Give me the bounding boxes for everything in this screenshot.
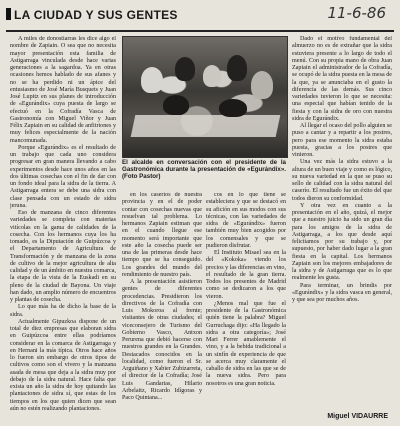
paragraph: Eso de manzana de cinco diferentes variedades se completa con materias vitícolas en la gama de calidades de la cosecha. Con los hermanos cuya los ha tomado, es la Diputación de Guipúzcoa y el Departamento de Agricultura de Transformación y de manzana de la zona de cultivo de la mejor agricultura de alta calidad y de un ámbito en nuestra comarca, la etapa de la vista de la Euskadi en su pleno de la ciudad de Bayona. Un viaje han dado, un amplio número de encuentros y plantas de cosecha. — [10, 210, 116, 303]
photo-figure — [219, 99, 247, 117]
photo-figure — [163, 95, 189, 115]
paragraph: Actualmente Gipuzkoa dispone de un total de diez empresas que elaboran sidra en Guipúzcoa entre ellas podríamos considerar en la comarca de Astigarraga y en Hernani la más típica. Otros hace años lo fueron sin embargo de otros tipos de cultivos como son el vivero y la manzana asada de mesa que deja a la sidra muy por debajo de la sidra natural. Hace falta que exista un año la sidra de hoy quitando las plantaciones de sidra sí, que estas de los tiempos en los que quien dicen que sean aún no estén realizando plantaciones. — [10, 318, 116, 412]
paragraph: El Instituto Misael sea en la del «Kokoka» viendo los precios y las diferencias en vino, el resultado de la gran tierra. Todos los presentes de Madrid como se dedicaron a los que vieron. — [206, 250, 286, 300]
photo-figure — [227, 55, 247, 81]
article-column-1 — [10, 36, 116, 416]
photo-table-shape — [131, 115, 281, 137]
paragraph: ¿Menos mal que fue el presidente de la Gastronómica quién tiene la palabra? Miguel Gurruchaga dijo: «Ha llegado la sidra a otra categoría»; José Mari Ferrer amablemente el vino, y a la bebida tradicional a un sinfín de experiencia de que se acerca muy claramente el caballo de sidra en las que se de la nueva sidra. Pero para nosotros es una gran noticia. — [206, 300, 286, 387]
article-column-4 — [292, 36, 392, 414]
article-column-2 — [122, 192, 202, 414]
photo-caption: El alcalde en conversación con el presidente de la Gastronómica durante la presentación de «Egurándix». (Foto Pastor) — [122, 159, 286, 181]
page-header — [6, 6, 394, 32]
photo-figure — [203, 65, 221, 87]
handwritten-date: 11-6-86 — [327, 4, 386, 22]
section-marker-icon — [6, 8, 11, 20]
section-title — [6, 8, 178, 22]
paragraph: Y otra vez en cuanto a la presentación en el año, quizá, el mejor que a nuestro juicio ha sido un gran día para los amigos de la sidra de Astigarraga, a los que desde aquí felicitamos por su trabajo y, por supuesto, por haber dado lugar a la gran fiesta en la capital. Los hermanos Zapiain son los mejores embajadores de la sidra y de Astigarraga que es lo que realmente les gusta. — [292, 202, 392, 282]
paragraph: cos en lo que tiene se estableciera y que se destacó en su afición en sus modos con sus técnicas, con las variedades de sidra de «Egurándix» fueron también muy bien acogidos por los comensales y que se pudieron disfrutar. — [206, 192, 286, 249]
paragraph: Porque «Egurándix» es el resultado de un trabajo que cada uno considera progresar en gran manera llevando a cabo experimentos desde hace unos años en las dos últimas cosechas con el fin de dar con un fondo ideal para la sidra de la tierra. A Astigarraga entera se debe una sidra con clase pensada con un estado de sidra jeruna. — [10, 144, 116, 209]
paragraph: Una vez más la sidra estuvo a la altura de un buen viaje y como es lógico, su nueva variedad en la que se puso su sello de calidad con la sidra natural del caserío. El resultado fue un éxito del que todos dieron su conformidad. — [292, 159, 392, 202]
paragraph: en los caseríos de nuestra provincia y en el de poder contar con cosechas nuevas que resuelvan tal problema. Lo hermanos Zapiain estiman que en el cuando llegue ese momento será importante que este año la cosecha puede ser una de las primeras desde hace tiempo que se ha conseguido. Los grandes del mundo del rendimiento de nuestro país. — [122, 192, 202, 278]
photo-figure — [251, 71, 273, 99]
paragraph: Dado el motivo fundamental del almuerzo no es de extrañar que la sidra estuviera presente a lo largo de todo el menú. Con su propia mano de obra Juan Zapiain el administrador de la Cofradía, se ocupó de la sidra puesta en la mesa de la que, ya se anunciaba en el gusto la diferencia de las demás. Sus cinco variedades tuvieron lo que se necesita: una especial que habían tenido de la fiesta y con la sidra de oro con nuestra sidra de Egurándix. — [292, 36, 392, 122]
paragraph: A miles de donostiarras les dice algo el nombre de Zapiain. O sea que no necesita mayor presentación esta familia de Astigarraga vinculada desde hace varias generaciones a la sagardoa. Ya en otras ocasiones hemos hablado de sus afanes y no se ha perdido ni un ápice del entusiasmo de José María Busquets y Juan José Lupitz en sus planes de introducción de «Egurándix» cuya puesta de largo se efectuó en la Cofradía Vasca de Gastronomía con Miguel Viñor y Juan Félix Zapiain en su calidad de anfitriones y muy felices especialmente de la nación mancomunada. — [10, 36, 116, 144]
photo-figure — [175, 57, 195, 81]
news-photo — [122, 36, 288, 158]
section-title-text: LA CIUDAD Y SUS GENTES — [14, 8, 178, 22]
author-byline: Miguel VIDAURRE — [327, 413, 388, 420]
photo-figure — [141, 67, 163, 93]
paragraph: Lo que más ha de dicho la base de la sidra. — [10, 304, 116, 318]
paragraph: Para terminar, un brindis por «Egurándix» y la sidra vasca en general, y que sea por muchos años. — [292, 282, 392, 303]
article-column-3 — [206, 192, 286, 414]
paragraph: Al llegar el ocaso del pollo alguien se puso a cantar y a repartir a los postres, pero para ese momento la sidra estaba puesta, gracias a los postres que vinieron. — [292, 123, 392, 158]
paragraph: A la presentación asistieron gentes de diferentes procedencias. Presidieron los directivos de la Cofradía con Luis Mokoroa al frente; visitantes de otras ciudades; el viceconsejero de Turismo del Gobierno Vasco, Antxon Perurena que debió hacerse con nuestros grandes en la Grandes. Destacados conocidos en la localidad, como fueron el Sr. Arguiñano y Xabier Zubizarreta, el director de la Cofradía; José Luis Gandarias, Hilario Arbelaitz, Ricardo Idígoras y Paco Quintana... — [122, 279, 202, 401]
